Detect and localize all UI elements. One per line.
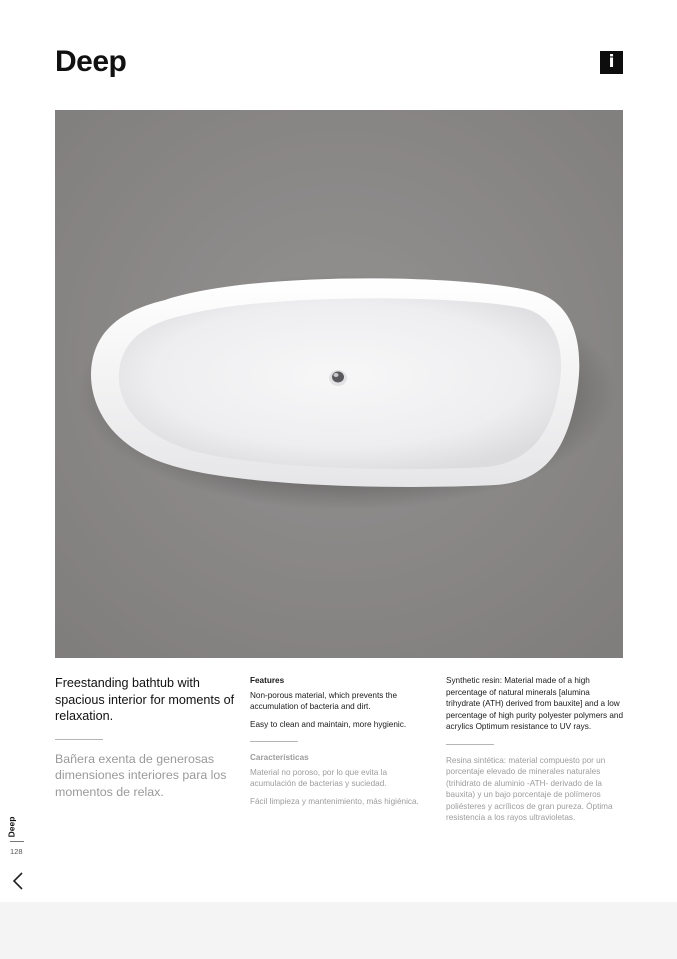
info-button[interactable] [600, 51, 623, 74]
material-text-en: Synthetic resin: Material made of a high percentage of natural minerals [alumina trihydrate (ATH) derived from bauxite] and a low percentage of high purity polyester polymers and acrylics Optimum resistance to UV rays. [446, 676, 624, 731]
feature-item-es: Fácil limpieza y mantenimiento, más higiénica. [250, 796, 419, 806]
intro-text-es: Bañera exenta de generosas dimensiones interiores para los momentos de relax. [55, 751, 227, 799]
product-photo [55, 110, 623, 658]
feature-item-en: Easy to clean and maintain, more hygienic. [250, 719, 407, 729]
footer-band [0, 902, 677, 959]
back-button[interactable] [10, 870, 28, 892]
feature-item-es: Material no poroso, por lo que evita la acumulación de bacterias y suciedad. [250, 767, 387, 788]
divider [250, 741, 298, 742]
features-heading-es: Características [250, 753, 309, 762]
features-heading-en: Features [250, 676, 285, 685]
material-column [446, 675, 626, 824]
page-title: Deep [55, 45, 127, 78]
chevron-left-icon [10, 870, 28, 892]
info-icon: i [608, 52, 615, 72]
divider [446, 744, 494, 745]
intro-text-en: Freestanding bathtub with spacious interior for moments of relaxation. [55, 676, 235, 723]
section-label: Deep [6, 816, 17, 838]
divider [55, 739, 103, 740]
side-divider [10, 841, 24, 842]
page-number: 128 [10, 847, 23, 856]
material-text-es: Resina sintética: material compuesto por un porcentaje elevado de minerales naturales (trihidrato de aluminio -ATH- derivado de la bauxita) y un bajo porcentaje de polímeros poliésteres y acrílicos de gran pureza. Óptima resistencia a los rayos ultravioletas. [446, 755, 613, 822]
intro-column [55, 675, 240, 800]
features-column [250, 675, 430, 807]
feature-item-en: Non-porous material, which prevents the accumulation of bacteria and dirt. [250, 690, 397, 711]
